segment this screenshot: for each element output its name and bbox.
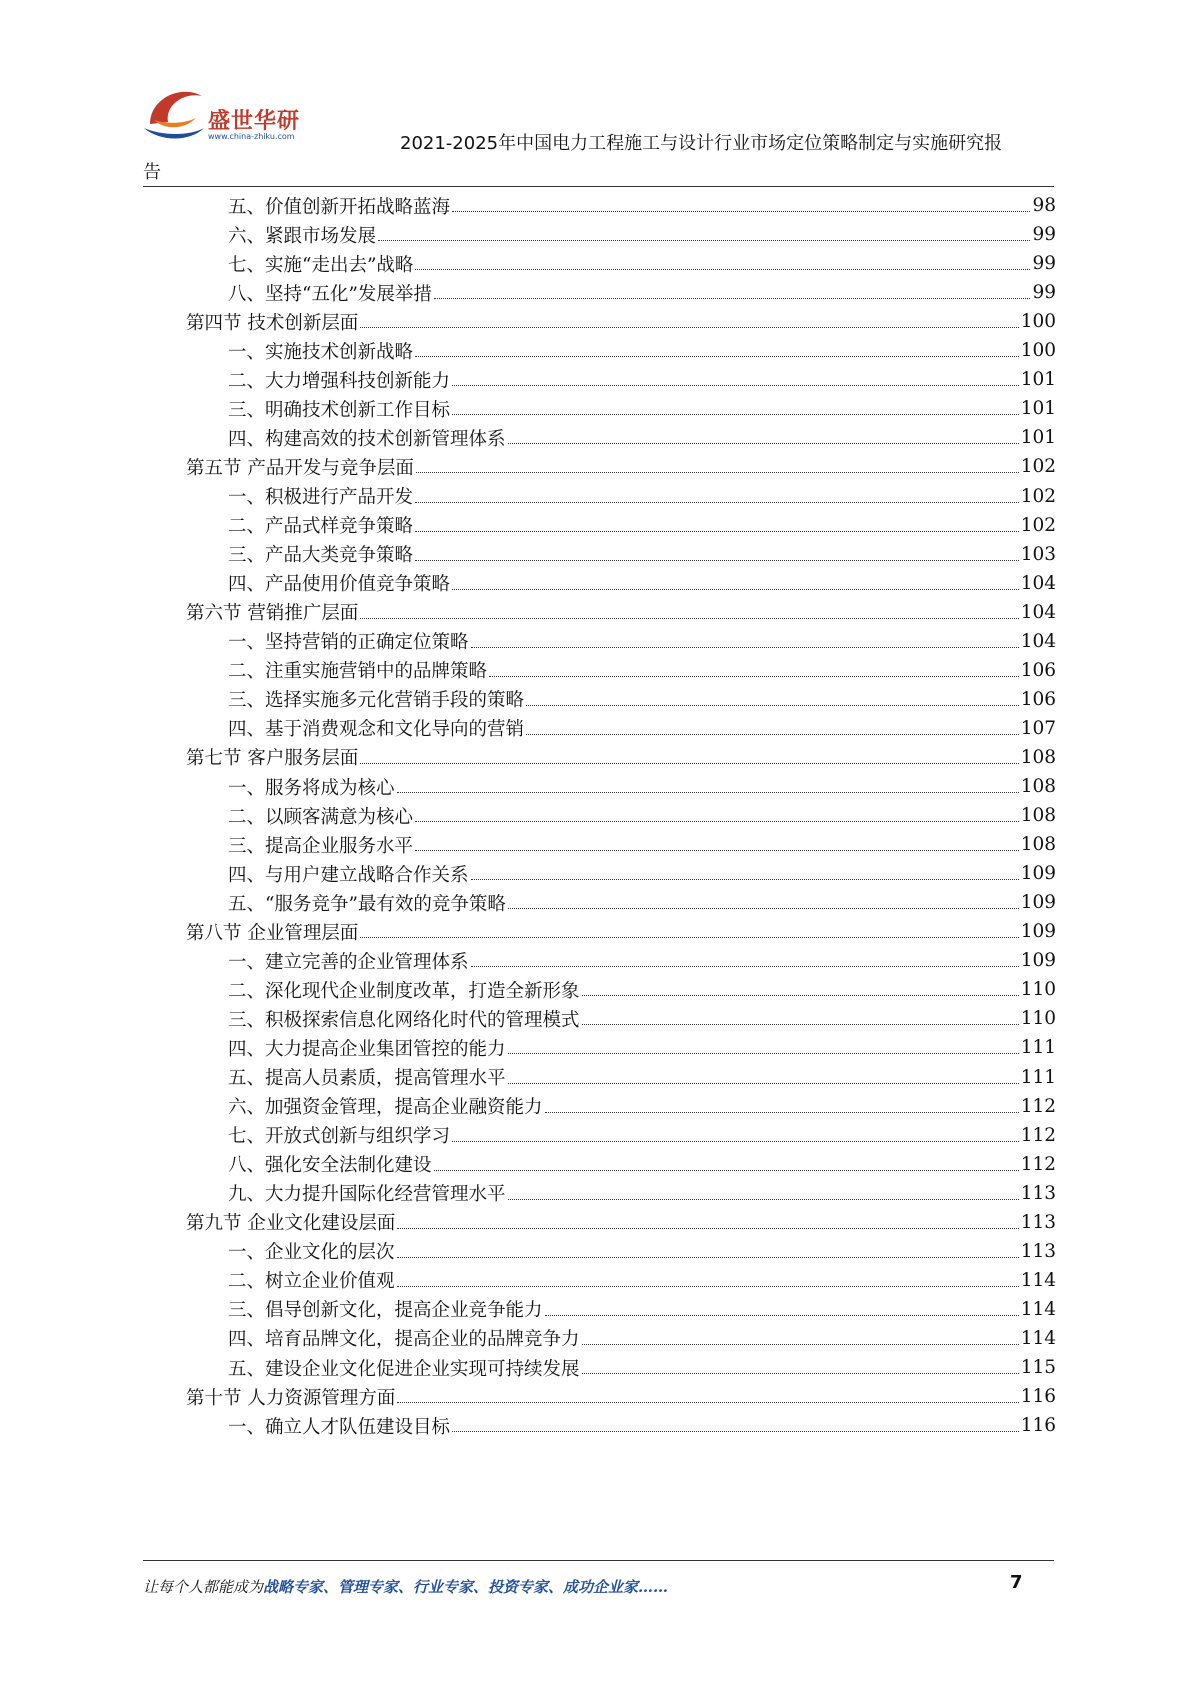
toc-entry-page: 99 xyxy=(1032,224,1056,246)
toc-entry-page: 101 xyxy=(1020,427,1056,449)
toc-entry-page: 109 xyxy=(1020,950,1056,972)
toc-entry-label: 七、实施“走出去”战略 xyxy=(228,254,414,276)
toc-entry-page: 102 xyxy=(1020,514,1056,536)
toc-subsection-entry[interactable] xyxy=(228,1178,1056,1209)
toc-subsection-entry[interactable] xyxy=(228,422,1056,453)
toc-entry-label: 一、实施技术创新战略 xyxy=(228,341,414,363)
toc-section-entry[interactable] xyxy=(186,451,1056,482)
toc-dot-leader xyxy=(471,966,1019,967)
toc-entry-page: 108 xyxy=(1020,746,1056,768)
toc-dot-leader xyxy=(582,995,1019,996)
toc-entry-label: 第四节 技术创新层面 xyxy=(186,312,359,334)
toc-subsection-entry[interactable] xyxy=(228,1265,1056,1296)
toc-subsection-entry[interactable] xyxy=(228,829,1056,860)
footer-divider xyxy=(143,1560,1054,1561)
toc-subsection-entry[interactable] xyxy=(228,1236,1056,1267)
toc-entry-page: 104 xyxy=(1020,572,1056,594)
toc-dot-leader xyxy=(360,618,1018,619)
toc-entry-page: 100 xyxy=(1020,311,1056,333)
toc-entry-page: 115 xyxy=(1020,1357,1056,1378)
toc-entry-page: 99 xyxy=(1032,282,1056,304)
footer-slogan xyxy=(143,1576,668,1597)
toc-subsection-entry[interactable] xyxy=(228,1032,1056,1063)
toc-dot-leader xyxy=(360,763,1018,764)
toc-entry-page: 101 xyxy=(1020,398,1056,420)
toc-dot-leader xyxy=(508,1199,1019,1200)
toc-entry-label: 一、确立人才队伍建设目标 xyxy=(228,1416,451,1438)
toc-dot-leader xyxy=(360,937,1018,938)
toc-dot-leader xyxy=(545,1112,1019,1113)
toc-dot-leader xyxy=(489,676,1019,677)
toc-entry-label: 六、紧跟市场发展 xyxy=(228,225,377,247)
toc-entry-label: 二、深化现代企业制度改革，打造全新形象 xyxy=(228,980,580,1002)
toc-entry-label: 四、基于消费观念和文化导向的营销 xyxy=(228,719,525,741)
toc-subsection-entry[interactable] xyxy=(228,655,1056,686)
toc-entry-label: 八、强化安全法制化建设 xyxy=(228,1155,432,1177)
toc-entry-label: 一、坚持营销的正确定位策略 xyxy=(228,632,469,654)
toc-subsection-entry[interactable] xyxy=(228,393,1056,424)
toc-entry-label: 五、“服务竞争”最有效的竞争策略 xyxy=(228,893,506,915)
toc-section-entry[interactable] xyxy=(186,742,1056,773)
toc-subsection-entry[interactable] xyxy=(228,1091,1056,1122)
toc-entry-label: 三、明确技术创新工作目标 xyxy=(228,399,451,421)
toc-entry-page: 108 xyxy=(1020,805,1056,827)
toc-entry-page: 101 xyxy=(1020,369,1056,391)
toc-entry-page: 103 xyxy=(1020,543,1056,565)
toc-dot-leader xyxy=(452,211,1030,212)
toc-dot-leader xyxy=(508,443,1019,444)
toc-entry-page: 104 xyxy=(1020,630,1056,652)
toc-dot-leader xyxy=(452,385,1019,386)
toc-entry-page: 102 xyxy=(1020,485,1056,507)
toc-entry-page: 100 xyxy=(1020,340,1056,362)
toc-subsection-entry[interactable] xyxy=(228,945,1056,976)
toc-dot-leader xyxy=(378,240,1030,241)
toc-dot-leader xyxy=(452,1141,1019,1142)
toc-entry-page: 113 xyxy=(1020,1211,1056,1233)
toc-entry-label: 一、企业文化的层次 xyxy=(228,1242,395,1264)
toc-entry-label: 四、大力提高企业集团管控的能力 xyxy=(228,1038,506,1060)
toc-dot-leader xyxy=(415,850,1019,851)
toc-entry-label: 第十节 人力资源管理方面 xyxy=(186,1387,396,1409)
toc-dot-leader xyxy=(415,531,1019,532)
toc-section-entry[interactable] xyxy=(186,916,1056,947)
footer-slogan-accent: 战略专家、管理专家、行业专家、投资专家、成功企业家…… xyxy=(263,1578,669,1596)
logo-url: www.china-zhiku.com xyxy=(208,132,295,141)
toc-entry-label: 四、构建高效的技术创新管理体系 xyxy=(228,428,506,450)
toc-entry-page: 109 xyxy=(1020,863,1056,885)
toc-subsection-entry[interactable] xyxy=(228,539,1056,570)
toc-entry-label: 二、大力增强科技创新能力 xyxy=(228,370,451,392)
toc-dot-leader xyxy=(471,647,1019,648)
toc-entry-page: 114 xyxy=(1020,1269,1056,1291)
toc-entry-page: 106 xyxy=(1020,688,1056,710)
toc-entry-label: 第八节 企业管理层面 xyxy=(186,922,359,944)
toc-entry-label: 三、积极探索信息化网络化时代的管理模式 xyxy=(228,1009,580,1031)
toc-section-entry[interactable] xyxy=(186,306,1056,337)
report-title: 2021-2025年中国电力工程施工与设计行业市场定位策略制定与实施研究报 xyxy=(400,133,1003,154)
toc-dot-leader xyxy=(452,1431,1019,1432)
toc-entry-label: 第五节 产品开发与竞争层面 xyxy=(186,457,414,479)
toc-entry-page: 110 xyxy=(1020,1008,1056,1030)
toc-entry-page: 107 xyxy=(1020,717,1056,739)
toc-dot-leader xyxy=(526,734,1019,735)
toc-subsection-entry[interactable] xyxy=(228,364,1056,395)
toc-entry-label: 八、坚持“五化”发展举措 xyxy=(228,283,432,305)
logo-text: 盛世华研 xyxy=(208,109,301,134)
toc-section-entry[interactable] xyxy=(186,1381,1056,1412)
toc-entry-page: 98 xyxy=(1032,195,1056,216)
toc-subsection-entry[interactable] xyxy=(228,510,1056,541)
toc-dot-leader xyxy=(397,1402,1018,1403)
toc-subsection-entry[interactable] xyxy=(228,568,1056,599)
toc-dot-leader xyxy=(415,269,1030,270)
toc-subsection-entry[interactable] xyxy=(228,335,1056,366)
toc-entry-label: 第七节 客户服务层面 xyxy=(186,748,359,770)
toc-entry-label: 二、产品式样竞争策略 xyxy=(228,516,414,538)
toc-dot-leader xyxy=(582,1024,1019,1025)
toc-entry-page: 116 xyxy=(1020,1415,1056,1437)
toc-entry-page: 113 xyxy=(1020,1182,1056,1204)
toc-subsection-entry[interactable] xyxy=(228,1294,1056,1325)
toc-subsection-entry[interactable] xyxy=(228,771,1056,802)
toc-dot-leader xyxy=(397,1257,1019,1258)
toc-entry-page: 108 xyxy=(1020,834,1056,856)
toc-subsection-entry[interactable] xyxy=(228,684,1056,715)
toc-entry-label: 六、加强资金管理，提高企业融资能力 xyxy=(228,1097,543,1119)
toc-entry-page: 113 xyxy=(1020,1240,1056,1262)
toc-entry-page: 114 xyxy=(1020,1327,1056,1349)
toc-entry-page: 109 xyxy=(1020,921,1056,943)
toc-dot-leader xyxy=(397,792,1019,793)
toc-dot-leader xyxy=(360,327,1018,328)
toc-subsection-entry[interactable] xyxy=(228,974,1056,1005)
toc-entry-page: 99 xyxy=(1032,253,1056,275)
toc-entry-page: 112 xyxy=(1020,1124,1056,1146)
toc-entry-page: 109 xyxy=(1020,892,1056,914)
toc-subsection-entry[interactable] xyxy=(228,800,1056,831)
toc-subsection-entry[interactable] xyxy=(228,190,1056,221)
toc-dot-leader xyxy=(434,298,1031,299)
toc-subsection-entry[interactable] xyxy=(228,713,1056,744)
toc-dot-leader xyxy=(415,560,1019,561)
toc-subsection-entry[interactable] xyxy=(228,1410,1056,1441)
toc-entry-label: 二、注重实施营销中的品牌策略 xyxy=(228,661,488,683)
toc-subsection-entry[interactable] xyxy=(228,1062,1056,1093)
toc-section-entry[interactable] xyxy=(186,597,1056,628)
toc-entry-label: 五、建设企业文化促进企业实现可持续发展 xyxy=(228,1358,580,1380)
toc-dot-leader xyxy=(508,1053,1019,1054)
toc-entry-label: 三、倡导创新文化，提高企业竞争能力 xyxy=(228,1300,543,1322)
toc-dot-leader xyxy=(397,1286,1019,1287)
toc-entry-label: 四、产品使用价值竞争策略 xyxy=(228,574,451,596)
toc-entry-label: 七、开放式创新与组织学习 xyxy=(228,1126,451,1148)
toc-dot-leader xyxy=(415,356,1019,357)
toc-entry-label: 五、价值创新开拓战略蓝海 xyxy=(228,196,451,218)
toc-dot-leader xyxy=(526,705,1019,706)
footer-slogan-prefix: 让每个人都能成为 xyxy=(143,1578,264,1596)
toc-dot-leader xyxy=(452,589,1019,590)
toc-subsection-entry[interactable] xyxy=(228,887,1056,918)
toc-entry-label: 三、提高企业服务水平 xyxy=(228,835,414,857)
toc-dot-leader xyxy=(508,908,1019,909)
toc-dot-leader xyxy=(415,821,1019,822)
toc-subsection-entry[interactable] xyxy=(228,277,1056,308)
toc-dot-leader xyxy=(415,502,1019,503)
toc-entry-label: 第六节 营销推广层面 xyxy=(186,603,359,625)
toc-dot-leader xyxy=(582,1344,1019,1345)
toc-dot-leader xyxy=(545,1315,1019,1316)
toc-dot-leader xyxy=(452,414,1019,415)
toc-entry-page: 104 xyxy=(1020,601,1056,623)
toc-entry-label: 一、积极进行产品开发 xyxy=(228,487,414,508)
toc-entry-label: 四、与用户建立战略合作关系 xyxy=(228,864,469,886)
toc-subsection-entry[interactable] xyxy=(228,219,1056,250)
toc-entry-label: 一、建立完善的企业管理体系 xyxy=(228,951,469,973)
toc-dot-leader xyxy=(434,1170,1019,1171)
page-number: 7 xyxy=(1010,1572,1023,1593)
toc-entry-page: 111 xyxy=(1020,1066,1056,1088)
toc-entry-page: 112 xyxy=(1020,1153,1056,1175)
toc-dot-leader xyxy=(508,1083,1019,1084)
toc-entry-label: 五、提高人员素质，提高管理水平 xyxy=(228,1068,506,1089)
toc-entry-label: 三、选择实施多元化营销手段的策略 xyxy=(228,690,525,712)
toc-entry-page: 108 xyxy=(1020,776,1056,797)
toc-entry-page: 116 xyxy=(1020,1386,1056,1408)
toc-entry-page: 112 xyxy=(1020,1095,1056,1117)
toc-dot-leader xyxy=(471,879,1019,880)
toc-subsection-entry[interactable] xyxy=(228,481,1056,512)
toc-entry-label: 第九节 企业文化建设层面 xyxy=(186,1213,396,1235)
toc-entry-label: 四、培育品牌文化，提高企业的品牌竞争力 xyxy=(228,1329,580,1351)
toc-subsection-entry[interactable] xyxy=(228,1352,1056,1383)
toc-entry-page: 110 xyxy=(1020,979,1056,1001)
toc-subsection-entry[interactable] xyxy=(228,1120,1056,1151)
toc-entry-label: 二、以顾客满意为核心 xyxy=(228,806,414,828)
toc-entry-page: 102 xyxy=(1020,456,1056,478)
toc-subsection-entry[interactable] xyxy=(228,1323,1056,1354)
toc-entry-label: 三、产品大类竞争策略 xyxy=(228,545,414,567)
toc-entry-page: 114 xyxy=(1020,1298,1056,1320)
toc-subsection-entry[interactable] xyxy=(228,248,1056,279)
header-divider xyxy=(143,186,1054,187)
toc-entry-label: 二、树立企业价值观 xyxy=(228,1271,395,1293)
report-title-continuation: 告 xyxy=(143,162,161,183)
toc-subsection-entry[interactable] xyxy=(228,626,1056,657)
toc-section-entry[interactable] xyxy=(186,1207,1056,1238)
toc-entry-page: 111 xyxy=(1020,1037,1056,1059)
toc-dot-leader xyxy=(416,472,1019,473)
toc-dot-leader xyxy=(397,1228,1018,1229)
toc-dot-leader xyxy=(582,1373,1019,1374)
toc-entry-label: 九、大力提升国际化经营管理水平 xyxy=(228,1184,506,1206)
toc-entry-label: 一、服务将成为核心 xyxy=(228,777,395,799)
toc-subsection-entry[interactable] xyxy=(228,858,1056,889)
toc-subsection-entry[interactable] xyxy=(228,1003,1056,1034)
toc-entry-page: 106 xyxy=(1020,659,1056,681)
toc-subsection-entry[interactable] xyxy=(228,1149,1056,1180)
